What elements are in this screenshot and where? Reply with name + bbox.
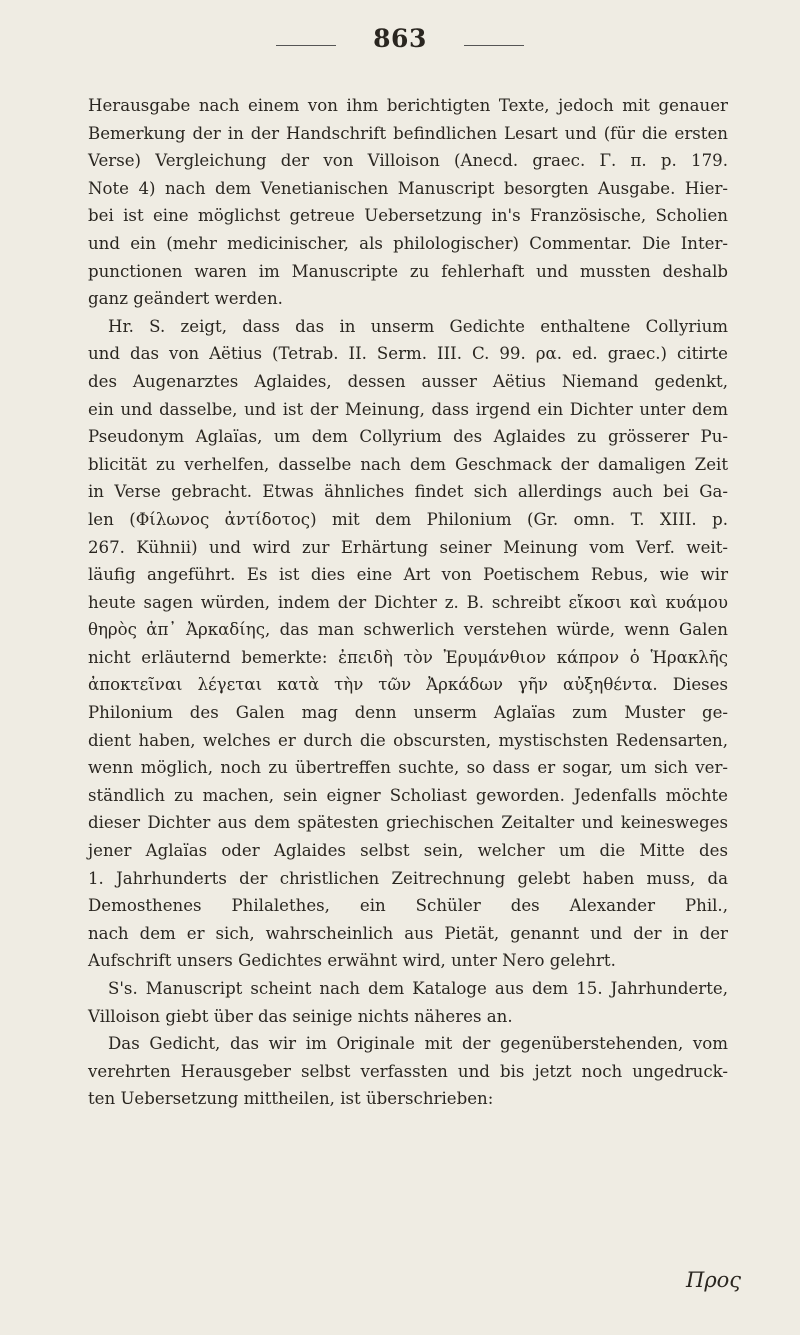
text-line: Demosthenes Philalethes, ein Schüler des Alexander Phil., xyxy=(88,896,728,916)
text-line: jener Aglaïas oder Aglaides selbst sein, welcher um die Mitte des xyxy=(88,841,728,861)
text-line: läufig angeführt. Es ist dies eine Art von Poetischem Rebus, wie wir xyxy=(88,565,728,585)
text-line: θηρὸς ἀπ᾽ Ἀρκαδίης, das man schwerlich verstehen würde, wenn Galen xyxy=(88,620,728,640)
text-line: Herausgabe nach einem von ihm berichtigten Texte, jedoch mit genauer xyxy=(88,96,728,115)
text-line: 267. Kühnii) und wird zur Erhärtung seiner Meinung vom Verf. weit- xyxy=(88,537,728,557)
text-line: und ein (mehr medicinischer, als philologischer) Commentar. Die Inter- xyxy=(88,233,728,253)
text-line: Verse) Vergleichung der von Villoison (Anecd. graec. Γ. π. p. 179. xyxy=(88,151,728,171)
text-line: wenn möglich, noch zu übertreffen suchte, so dass er sogar, um sich ver- xyxy=(88,758,728,778)
text-line: und das von Aëtius (Tetrab. II. Serm. III. C. 99. ρα. ed. graec.) citirte xyxy=(88,344,728,364)
text-line: len (Φίλωνος ἀντίδοτος) mit dem Philonium (Gr. omn. T. XIII. p. xyxy=(88,509,728,529)
text-line: Villoison giebt über das seinige nichts näheres an. xyxy=(88,1006,513,1026)
text-line: in Verse gebracht. Etwas ähnliches findet sich allerdings auch bei Ga- xyxy=(88,482,728,502)
text-line: Aufschrift unsers Gedichtes erwähnt wird, unter Nero gelehrt. xyxy=(88,951,616,971)
text-line: nach dem er sich, wahrscheinlich aus Pietät, genannt und der in der xyxy=(88,923,728,943)
text-line: ganz geändert werden. xyxy=(88,289,283,309)
text-line: des Augenarztes Aglaides, dessen ausser Aëtius Niemand gedenkt, xyxy=(88,371,728,391)
text-line: Das Gedicht, das wir im Originale mit der gegenüberstehenden, vom xyxy=(108,1034,728,1054)
text-line: bei ist eine möglichst getreue Uebersetzung in's Französische, Scholien xyxy=(88,206,728,226)
text-line: dieser Dichter aus dem spätesten griechischen Zeitalter und keinesweges xyxy=(88,813,728,833)
text-line: nicht erläuternd bemerkte: ἐπειδὴ τὸν Ἐρυμάνθιον κάπρον ὁ Ἡρακλῆς xyxy=(88,647,728,667)
text-line: ἀποκτεῖναι λέγεται κατὰ τὴν τῶν Ἀρκάδων γῆν αὐξηθέντα. Dieses xyxy=(88,675,728,695)
text-line: S's. Manuscript scheint nach dem Kataloge aus dem 15. Jahrhunderte, xyxy=(108,979,728,998)
text-line: Pseudonym Aglaïas, um dem Collyrium des Aglaides zu grösserer Pu- xyxy=(88,427,728,447)
text-line: heute sagen würden, indem der Dichter z. B. schreibt εἴκοσι καὶ κυάμου xyxy=(88,592,728,612)
text-line: dient haben, welches er durch die obscursten, mystischsten Redensarten, xyxy=(88,730,728,750)
page-number: 863 xyxy=(373,24,427,53)
text-line: ten Uebersetzung mittheilen, ist überschrieben: xyxy=(88,1089,494,1109)
text-line: ständlich zu machen, sein eigner Scholiast geworden. Jedenfalls möchte xyxy=(88,785,728,805)
text-line: blicität zu verhelfen, dasselbe nach dem Geschmack der damaligen Zeit xyxy=(88,454,728,474)
text-line: Note 4) nach dem Venetianischen Manuscript besorgten Ausgabe. Hier- xyxy=(88,178,728,198)
text-line: Hr. S. zeigt, dass das in unserm Gedichte enthaltene Collyrium xyxy=(108,316,728,336)
header-rule-right xyxy=(464,45,524,46)
text-line: ein und dasselbe, und ist der Meinung, dass irgend ein Dichter unter dem xyxy=(88,399,728,419)
text-line: verehrten Herausgeber selbst verfassten und bis jetzt noch ungedruck- xyxy=(88,1061,728,1081)
catchword: Προς xyxy=(686,1268,742,1292)
text-line: 1. Jahrhunderts der christlichen Zeitrechnung gelebt haben muss, da xyxy=(88,868,728,888)
text-line: punctionen waren im Manuscripte zu fehlerhaft und mussten deshalb xyxy=(88,261,728,281)
text-line: Bemerkung der in der Handschrift befindlichen Lesart und (für die ersten xyxy=(88,123,728,143)
text-line: Philonium des Galen mag denn unserm Aglaïas zum Muster ge- xyxy=(88,703,728,723)
body-text xyxy=(88,92,728,1113)
